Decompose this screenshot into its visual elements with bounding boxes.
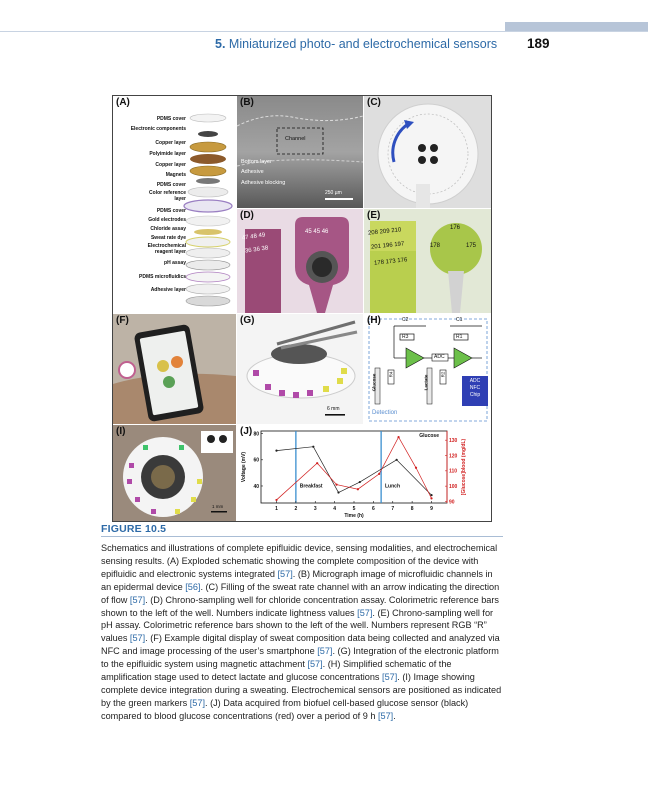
data-point [275, 499, 277, 501]
x-tick-label: 1 [275, 506, 278, 512]
layer-label: Magnets [165, 172, 186, 178]
data-point [357, 488, 359, 490]
glucose-chart [237, 425, 491, 521]
panel-a-label: (A) [116, 97, 130, 108]
value: 208 [367, 229, 379, 237]
panel-h-detection: Detection [372, 410, 398, 416]
panel-c-label: (C) [367, 97, 381, 108]
panel-f [113, 314, 236, 424]
layer-label: Copper layer [155, 162, 186, 168]
layer-label: pH assay [164, 260, 186, 266]
caption-text: . (B) Micrograph image of microfluidic channels in an epidermal device [101, 568, 493, 592]
citation-link[interactable]: [57] [382, 672, 398, 683]
caption-text: . (E) Chrono-sampling well for pH assay. Colorimetric reference bars shown to the left of the well. Numbers represent RGB “R” values [101, 607, 494, 644]
page-number: 189 [527, 36, 550, 51]
value: 173 [385, 258, 396, 266]
x-tick-label: 7 [391, 506, 395, 512]
value: 38 [261, 245, 269, 253]
header-accent-bar [505, 22, 648, 31]
caption-text: Schematics and illustrations of complete epifluidic device, sensing modalities, and electrochemical sensing results. (A) Exploded schematic showing the complete composition of the device with epifluidic and electronic systems integrated [101, 543, 498, 579]
panel-b-scale-label: 250 µm [325, 190, 342, 196]
panel-b [237, 96, 363, 208]
panel-h-r1: R1 [456, 334, 463, 340]
figure-10-5 [112, 95, 492, 522]
layer-label: PDMS microfluidics [139, 274, 186, 280]
panel-h-drawing [364, 314, 491, 424]
value: 201 [370, 243, 382, 251]
header-rule [0, 31, 648, 32]
layer-label: Color reference layer [149, 190, 186, 202]
caption-text: . (H) Simplified schematic of the amplification stage used to detect lactate and glucose concentrations [101, 659, 452, 683]
panel-j [237, 425, 491, 521]
value: 176 [397, 257, 408, 265]
panel-a [113, 96, 236, 313]
data-point [396, 459, 398, 461]
x-tick-label: 8 [410, 506, 414, 512]
value: 49 [258, 232, 266, 240]
value: 36 [244, 247, 253, 255]
layer-label: Electrochemical reagent layer [147, 243, 186, 255]
chapter-number: 5. [215, 37, 226, 51]
caption-text: . [393, 710, 396, 721]
layer-label: Chloride assay [150, 226, 186, 232]
citation-link[interactable]: [57] [129, 633, 146, 644]
panel-h-c1: C1 [456, 317, 463, 323]
panel-h-label: (H) [367, 315, 381, 326]
panel-g-drawing [237, 314, 363, 424]
panel-g [237, 314, 363, 424]
x-tick-label: 6 [371, 506, 375, 512]
panel-d-well-values [305, 229, 328, 235]
panel-e [364, 209, 491, 313]
panel-i-scale-label: 1 mm [212, 504, 224, 509]
layer-label: Polyimide layer [149, 151, 186, 157]
citation-link[interactable]: [57] [317, 646, 333, 657]
value: 45 [305, 229, 312, 235]
panel-b-label: (B) [240, 97, 254, 108]
panel-j-label: (J) [240, 426, 253, 437]
value: 36 [252, 246, 261, 254]
y-tick-label: 40 [253, 483, 259, 490]
value: 47 [241, 234, 250, 242]
figure-caption [101, 542, 503, 723]
running-head [215, 37, 497, 51]
value: 45 [313, 229, 321, 235]
panel-d-label: (D) [240, 210, 254, 221]
data-point [378, 473, 380, 475]
panel-b-drawing [237, 96, 363, 208]
x-tick-label: 9 [430, 506, 433, 512]
y2-tick-label: 110 [449, 468, 458, 475]
panel-b-adhesive: Adhesive [241, 169, 264, 175]
x-tick-label: 2 [294, 506, 298, 512]
data-point [275, 450, 277, 452]
panel-h-r2: R2 [440, 371, 446, 378]
value: 178 [373, 259, 385, 267]
data-point [335, 484, 337, 486]
value: 48 [249, 233, 258, 241]
figure-caption-label: FIGURE 10.5 [101, 523, 167, 535]
panel-a-layer-list [116, 116, 186, 293]
value: 209 [379, 228, 390, 236]
x-axis-label: Time (h) [344, 513, 364, 519]
caption-rule [101, 536, 503, 537]
layer-label: Copper layer [155, 140, 186, 146]
chip-adc: ADC [469, 378, 481, 384]
y2-tick-label: 100 [449, 483, 458, 490]
chip-nfc: NFC [469, 385, 481, 391]
citation-link[interactable]: [57] [189, 697, 205, 708]
panel-h-chip-label [462, 378, 488, 399]
layer-label: Electronic components [130, 126, 186, 132]
panel-h-c2: C2 [402, 317, 409, 323]
x-tick-label: 5 [352, 506, 356, 512]
panel-b-scale-bar [325, 198, 353, 200]
y2-tick-label: 130 [449, 437, 458, 444]
layer-label: Gold electrodes [148, 217, 186, 223]
layer-label: Sweat rate dye [150, 235, 186, 241]
value: 46 [321, 229, 329, 235]
citation-link[interactable]: [57] [357, 607, 373, 618]
panel-b-channel: Channel [285, 136, 306, 142]
panel-e-well-right: 175 [466, 243, 477, 249]
plot-frame [261, 431, 447, 503]
panel-h-adc: ADC [434, 354, 445, 360]
value: 210 [391, 227, 402, 235]
citation-link[interactable]: [56] [185, 581, 201, 592]
panel-i [113, 425, 236, 521]
citation-link[interactable]: [57] [377, 710, 394, 721]
data-point [415, 467, 417, 469]
x-tick-label: 4 [333, 506, 337, 512]
caption-text: . (D) Chrono-sampling well for chloride concentration assay. Colorimetric reference bars shown to the left of the well. Numbers indicate lightness values [101, 594, 499, 618]
data-point [316, 462, 318, 464]
legend-label: Glucose [419, 433, 439, 439]
caption-text: . (I) Image showing complete device integration during a sweating. Electrochemical sensors are positioned as indicated by the green markers [101, 672, 502, 708]
value: 197 [394, 241, 405, 249]
panel-d [237, 209, 363, 313]
value: 196 [382, 242, 393, 250]
y2-tick-label: 90 [449, 499, 455, 506]
y2-tick-label: 120 [449, 453, 458, 460]
panel-f-drawing [113, 314, 236, 424]
panel-c [364, 96, 491, 208]
y-tick-label: 80 [253, 431, 259, 438]
data-point [430, 497, 432, 499]
panel-h-r4: R4 [388, 371, 394, 378]
panel-i-label: (I) [116, 426, 126, 437]
caption-text: . (F) Example digital display of sweat composition data being collected and analyzed via NFC and image processing of the user’s smartphone [101, 633, 500, 657]
citation-link[interactable]: [57] [277, 568, 293, 579]
y-axis-label: Voltage (mV) [241, 451, 247, 483]
data-point [430, 494, 432, 496]
caption-text: . (J) Data acquired from biofuel cell-based glucose sensor (black) compared to blood glucose concentrations (red) over a period of 9 h [101, 697, 469, 721]
panel-b-bottom-layer: Bottom layer [241, 159, 272, 165]
panel-e-label: (E) [367, 210, 381, 221]
panel-b-adhesive-blocking: Adhesive blocking [241, 180, 286, 186]
x-tick-label: 3 [313, 506, 317, 512]
citation-link[interactable]: [57] [307, 659, 323, 670]
panel-h [364, 314, 491, 424]
panel-h-r3: R3 [402, 334, 409, 340]
data-point [397, 436, 399, 438]
panel-g-scale-label: 6 mm [327, 406, 340, 412]
panel-h-lactate: Lactate [423, 374, 429, 391]
series-line-1 [277, 437, 432, 500]
panel-d-drawing [237, 209, 363, 313]
annotation-breakfast: Breakfast [299, 483, 323, 490]
chip-text: Chip [469, 392, 481, 398]
layer-label: PDMS cover [156, 208, 186, 214]
panel-g-label: (G) [240, 315, 255, 326]
layer-label: PDMS cover [156, 182, 186, 188]
layer-label: PDMS cover [156, 116, 186, 122]
caption-text: . (C) Filling of the sweat rate channel with an arrow indicating the direction of flow [101, 581, 500, 605]
data-point [312, 446, 314, 448]
panel-e-well-top: 176 [450, 225, 461, 231]
panel-h-glucose: Glucose [371, 373, 377, 392]
panel-e-well-left: 178 [430, 243, 441, 249]
chapter-title: Miniaturized photo- and electrochemical sensors [228, 37, 498, 51]
y2-axis-label: [Glucose]blood (mg/dL) [461, 438, 467, 496]
panel-f-label: (F) [116, 315, 129, 326]
y-tick-label: 60 [253, 457, 259, 464]
caption-text: . (G) Integration of the electronic platform to the epifluidic system using magnetic attachment [101, 646, 499, 670]
layer-label: Adhesive layer [150, 287, 186, 293]
data-point [359, 481, 361, 483]
data-point [337, 491, 339, 493]
panel-c-drawing [364, 96, 491, 208]
citation-link[interactable]: [57] [129, 594, 146, 605]
annotation-lunch: Lunch [385, 483, 400, 490]
